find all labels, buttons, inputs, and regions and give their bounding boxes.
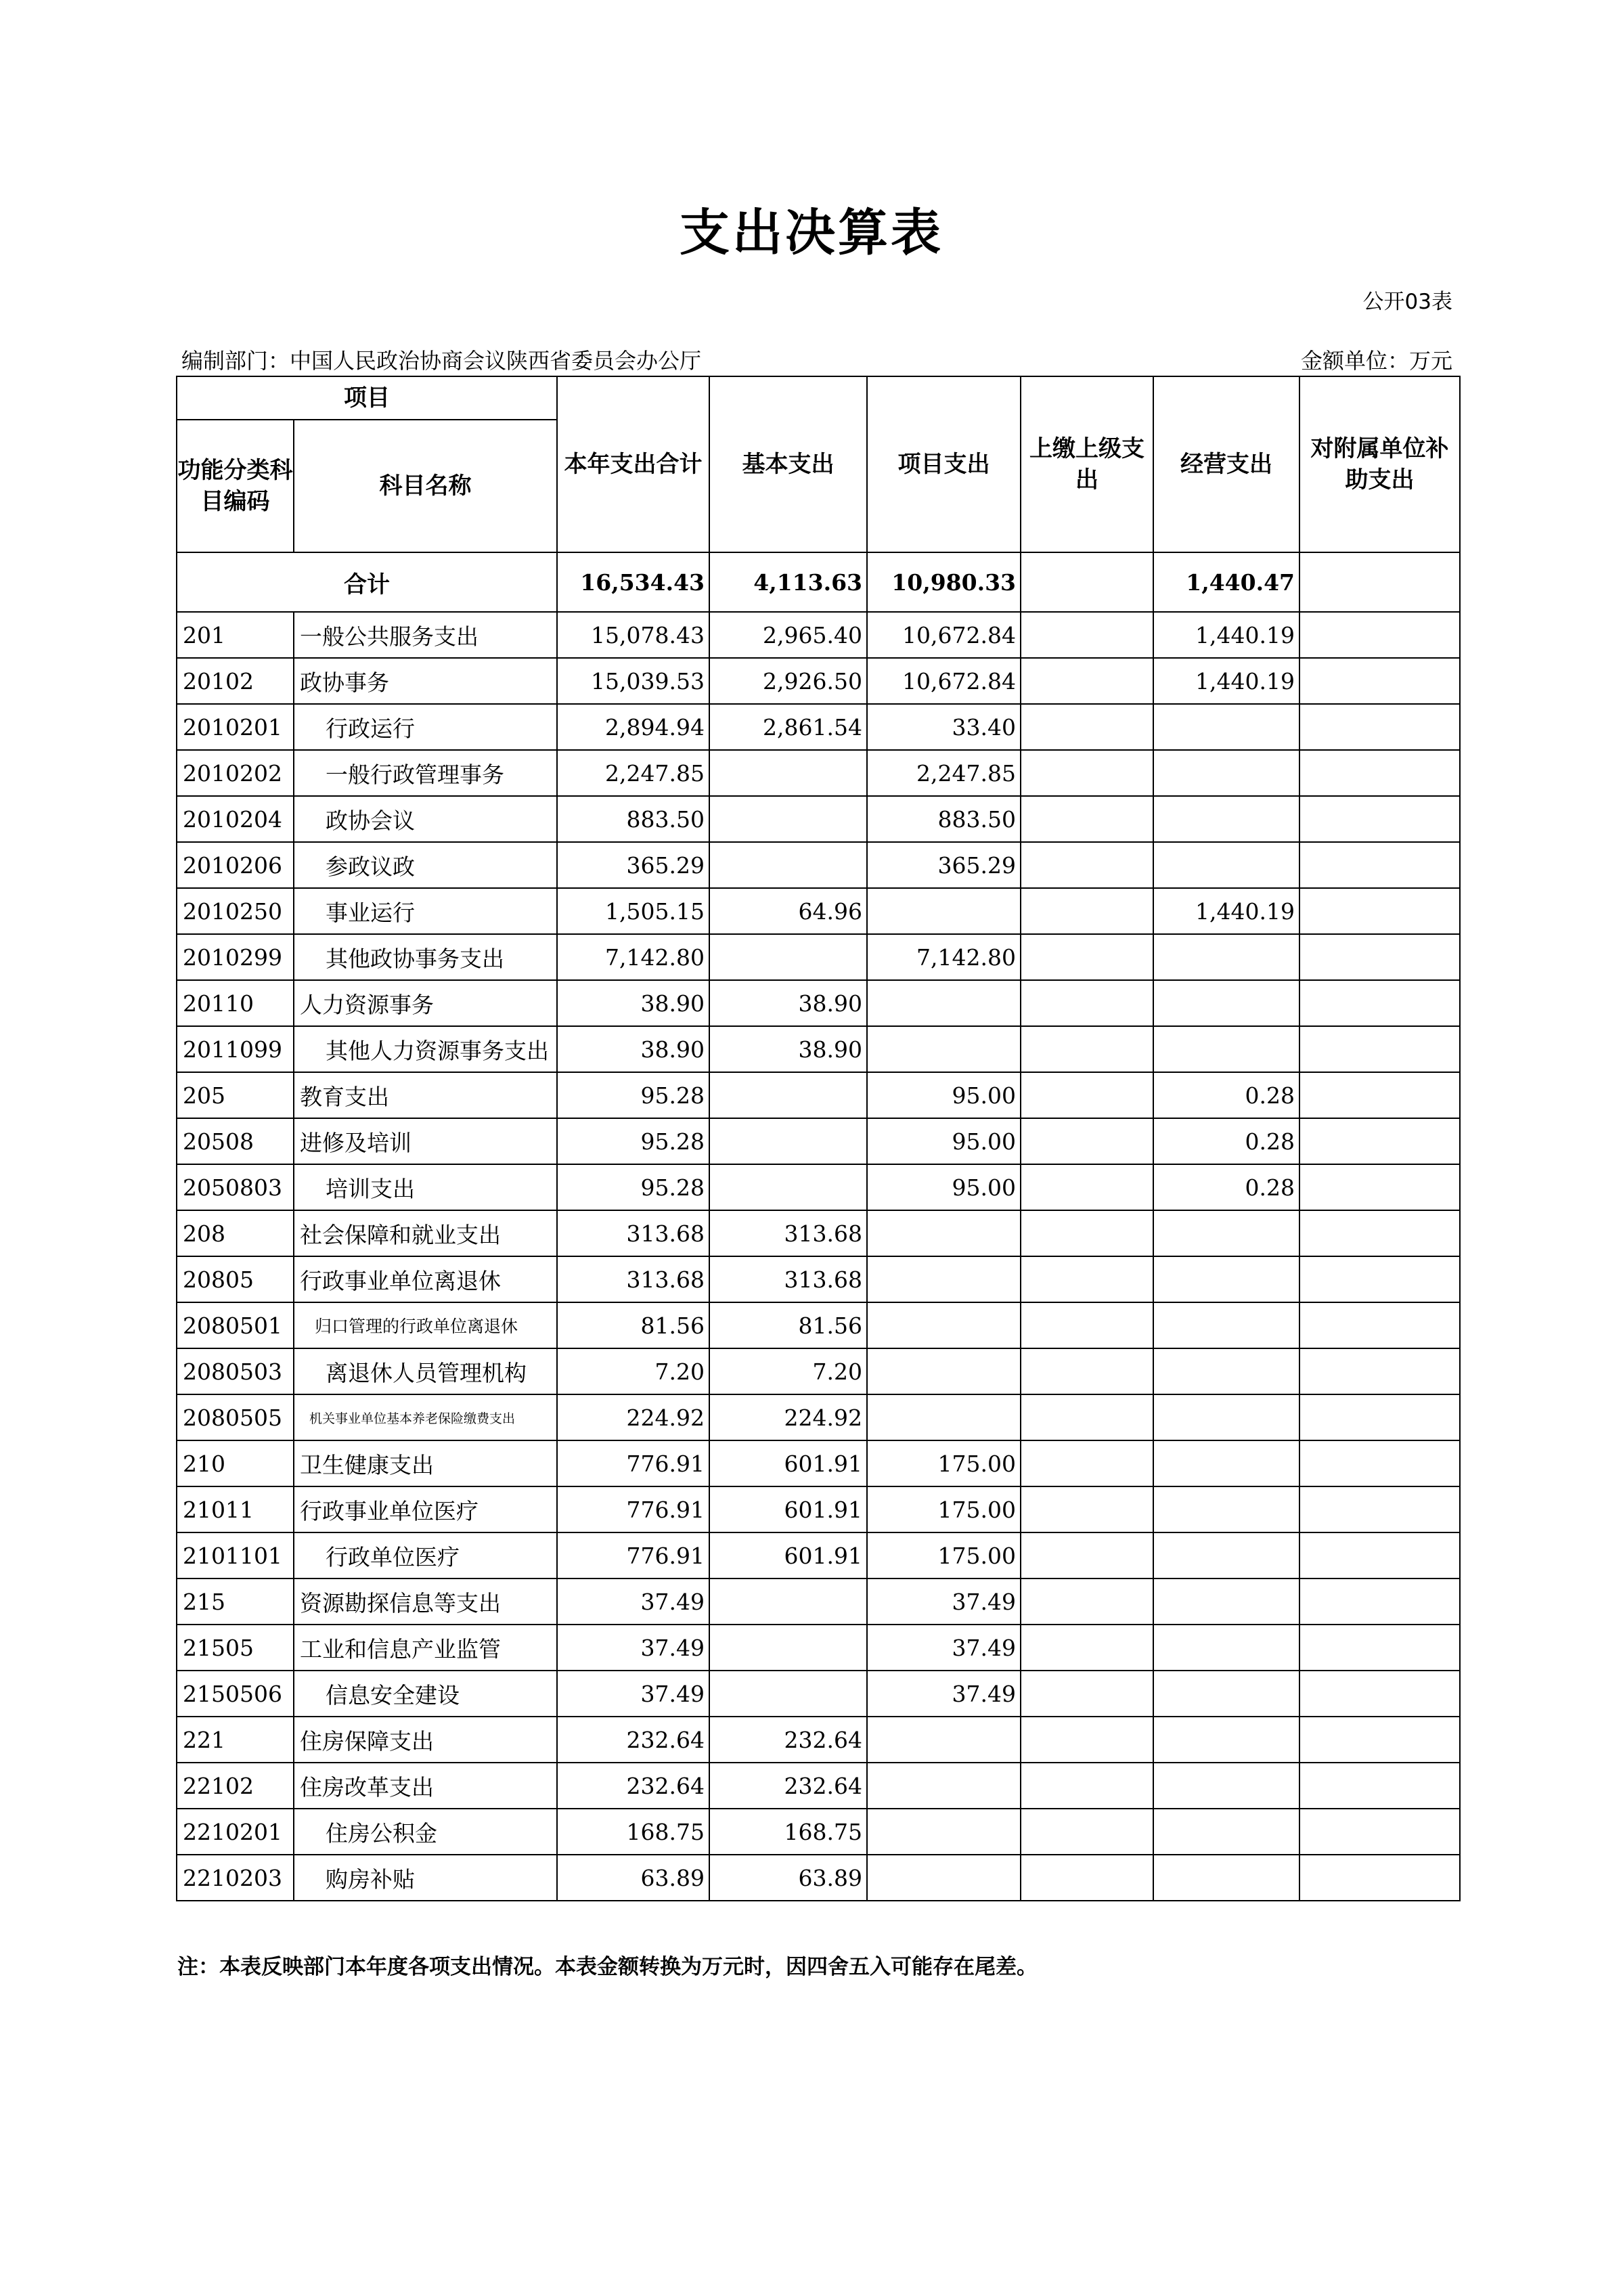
page-title: 支出决算表 [680,204,943,262]
project-cell: 175.00 [867,1440,1021,1486]
basic-cell: 2,861.54 [709,704,867,750]
subsidy-cell [1299,750,1460,796]
upper-cell [1021,1210,1153,1256]
project-cell [867,1809,1021,1855]
basic-cell: 64.96 [709,888,867,934]
expenditure-table [176,376,1461,1901]
subsidy-cell [1299,1302,1460,1348]
name-cell: 政协事务 [294,658,557,704]
operating-cell [1153,1440,1299,1486]
operating-cell [1153,1486,1299,1532]
basic-cell: 38.90 [709,980,867,1026]
total-cell: 883.50 [557,796,709,842]
header-name: 科目名称 [294,420,557,552]
code-cell: 2010202 [177,750,294,796]
operating-cell [1153,980,1299,1026]
upper-cell [1021,1164,1153,1210]
operating-cell [1153,1625,1299,1671]
code-cell: 20102 [177,658,294,704]
project-cell: 37.49 [867,1578,1021,1625]
code-cell: 20805 [177,1256,294,1302]
table-row [177,842,1460,888]
project-cell: 10,672.84 [867,612,1021,658]
total-cell: 313.68 [557,1210,709,1256]
project-cell: 10,980.33 [867,552,1021,612]
name-cell: 工业和信息产业监管 [294,1625,557,1671]
code-cell: 2080501 [177,1302,294,1348]
operating-cell [1153,1578,1299,1625]
table-row [177,1809,1460,1855]
name-cell: 离退休人员管理机构 [294,1348,557,1394]
name-cell: 机关事业单位基本养老保险缴费支出 [294,1394,557,1440]
subsidy-cell [1299,1026,1460,1072]
table-row [177,1486,1460,1532]
upper-cell [1021,1671,1153,1717]
table-row [177,1625,1460,1671]
operating-cell: 1,440.19 [1153,658,1299,704]
code-cell: 2010206 [177,842,294,888]
operating-cell: 0.28 [1153,1072,1299,1118]
project-cell: 95.00 [867,1118,1021,1164]
code-cell: 20508 [177,1118,294,1164]
code-cell: 2010201 [177,704,294,750]
subsidy-cell [1299,888,1460,934]
project-cell [867,1210,1021,1256]
subsidy-cell [1299,1072,1460,1118]
upper-cell [1021,552,1153,612]
operating-cell: 1,440.19 [1153,888,1299,934]
basic-cell: 168.75 [709,1809,867,1855]
upper-cell [1021,934,1153,980]
code-cell: 2011099 [177,1026,294,1072]
table-row [177,1026,1460,1072]
footnote: 注：本表反映部门本年度各项支出情况。本表金额转换为万元时，因四舍五入可能存在尾差。 [177,1955,1038,1979]
total-cell: 232.64 [557,1763,709,1809]
subsidy-cell [1299,552,1460,612]
basic-cell: 232.64 [709,1763,867,1809]
basic-cell [709,796,867,842]
basic-cell: 7.20 [709,1348,867,1394]
header-total: 本年支出合计 [557,376,709,552]
table-row [177,796,1460,842]
subsidy-cell [1299,842,1460,888]
total-cell: 313.68 [557,1256,709,1302]
subsidy-cell [1299,1256,1460,1302]
subsidy-cell [1299,1578,1460,1625]
project-cell: 883.50 [867,796,1021,842]
name-cell: 行政事业单位医疗 [294,1486,557,1532]
basic-cell: 232.64 [709,1717,867,1763]
code-cell: 201 [177,612,294,658]
basic-cell: 81.56 [709,1302,867,1348]
project-cell [867,1855,1021,1901]
header-item: 项目 [177,376,557,420]
total-cell: 7,142.80 [557,934,709,980]
name-cell: 资源勘探信息等支出 [294,1578,557,1625]
subsidy-cell [1299,1671,1460,1717]
upper-cell [1021,1302,1153,1348]
upper-cell [1021,704,1153,750]
code-cell: 21011 [177,1486,294,1532]
project-cell [867,888,1021,934]
total-cell: 232.64 [557,1717,709,1763]
unit-label: 金额单位：万元 [1300,348,1452,374]
upper-cell [1021,612,1153,658]
table-row [177,1763,1460,1809]
code-cell: 2150506 [177,1671,294,1717]
basic-cell: 224.92 [709,1394,867,1440]
name-cell: 住房公积金 [294,1809,557,1855]
operating-cell [1153,1671,1299,1717]
subsidy-cell [1299,658,1460,704]
name-cell: 教育支出 [294,1072,557,1118]
basic-cell [709,1164,867,1210]
name-cell: 其他政协事务支出 [294,934,557,980]
code-cell: 2010204 [177,796,294,842]
header-code: 功能分类科目编码 [177,420,294,552]
total-cell: 37.49 [557,1671,709,1717]
subsidy-cell [1299,1164,1460,1210]
code-cell: 2210203 [177,1855,294,1901]
name-cell: 购房补贴 [294,1855,557,1901]
subsidy-cell [1299,1763,1460,1809]
basic-cell: 4,113.63 [709,552,867,612]
basic-cell [709,842,867,888]
operating-cell [1153,1532,1299,1578]
upper-cell [1021,842,1153,888]
total-cell: 81.56 [557,1302,709,1348]
table-row [177,980,1460,1026]
name-cell: 住房保障支出 [294,1717,557,1763]
operating-cell [1153,704,1299,750]
header-basic: 基本支出 [709,376,867,552]
code-cell: 21505 [177,1625,294,1671]
code-cell: 2050803 [177,1164,294,1210]
subsidy-cell [1299,1440,1460,1486]
table-row [177,1302,1460,1348]
project-cell: 33.40 [867,704,1021,750]
name-cell: 行政单位医疗 [294,1532,557,1578]
table-row [177,704,1460,750]
upper-cell [1021,980,1153,1026]
form-number: 公开03表 [1362,290,1452,314]
total-row [177,552,1460,612]
project-cell: 365.29 [867,842,1021,888]
total-label: 合计 [177,552,557,612]
total-cell: 37.49 [557,1578,709,1625]
upper-cell [1021,1256,1153,1302]
table-row [177,1348,1460,1394]
basic-cell: 601.91 [709,1440,867,1486]
table-row [177,934,1460,980]
total-cell: 776.91 [557,1486,709,1532]
total-cell: 224.92 [557,1394,709,1440]
operating-cell [1153,1210,1299,1256]
project-cell: 37.49 [867,1625,1021,1671]
operating-cell [1153,1302,1299,1348]
project-cell: 95.00 [867,1164,1021,1210]
department-label: 编制部门：中国人民政治协商会议陕西省委员会办公厅 [181,348,702,374]
name-cell: 政协会议 [294,796,557,842]
name-cell: 行政事业单位离退休 [294,1256,557,1302]
name-cell: 住房改革支出 [294,1763,557,1809]
subsidy-cell [1299,934,1460,980]
table-row [177,658,1460,704]
basic-cell [709,1118,867,1164]
upper-cell [1021,1072,1153,1118]
total-cell: 776.91 [557,1532,709,1578]
operating-cell [1153,1717,1299,1763]
operating-cell [1153,750,1299,796]
total-cell: 2,247.85 [557,750,709,796]
total-cell: 95.28 [557,1072,709,1118]
name-cell: 人力资源事务 [294,980,557,1026]
table-row [177,1671,1460,1717]
header-project: 项目支出 [867,376,1021,552]
project-cell [867,1763,1021,1809]
header-operating: 经营支出 [1153,376,1299,552]
project-cell [867,1717,1021,1763]
name-cell: 一般行政管理事务 [294,750,557,796]
name-cell: 社会保障和就业支出 [294,1210,557,1256]
name-cell: 其他人力资源事务支出 [294,1026,557,1072]
project-cell: 7,142.80 [867,934,1021,980]
project-cell [867,1394,1021,1440]
operating-cell: 1,440.19 [1153,612,1299,658]
name-cell: 参政议政 [294,842,557,888]
name-cell: 进修及培训 [294,1118,557,1164]
table-row [177,1072,1460,1118]
upper-cell [1021,1348,1153,1394]
code-cell: 20110 [177,980,294,1026]
operating-cell: 0.28 [1153,1164,1299,1210]
code-cell: 2010299 [177,934,294,980]
name-cell: 一般公共服务支出 [294,612,557,658]
project-cell: 37.49 [867,1671,1021,1717]
code-cell: 2210201 [177,1809,294,1855]
basic-cell: 63.89 [709,1855,867,1901]
header-upper: 上缴上级支出 [1021,376,1153,552]
project-cell [867,1026,1021,1072]
subsidy-cell [1299,1348,1460,1394]
upper-cell [1021,796,1153,842]
project-cell: 175.00 [867,1532,1021,1578]
basic-cell [709,1671,867,1717]
basic-cell [709,1578,867,1625]
table-row [177,1394,1460,1440]
upper-cell [1021,1118,1153,1164]
upper-cell [1021,1486,1153,1532]
code-cell: 221 [177,1717,294,1763]
upper-cell [1021,888,1153,934]
project-cell [867,1302,1021,1348]
total-cell: 7.20 [557,1348,709,1394]
table-row [177,1717,1460,1763]
operating-cell [1153,934,1299,980]
code-cell: 22102 [177,1763,294,1809]
project-cell [867,980,1021,1026]
operating-cell [1153,842,1299,888]
total-cell: 38.90 [557,980,709,1026]
project-cell: 2,247.85 [867,750,1021,796]
name-cell: 事业运行 [294,888,557,934]
subsidy-cell [1299,1625,1460,1671]
operating-cell [1153,1855,1299,1901]
upper-cell [1021,1026,1153,1072]
code-cell: 2101101 [177,1532,294,1578]
basic-cell: 601.91 [709,1532,867,1578]
project-cell [867,1256,1021,1302]
table-row [177,1532,1460,1578]
upper-cell [1021,1625,1153,1671]
basic-cell: 2,965.40 [709,612,867,658]
total-cell: 37.49 [557,1625,709,1671]
code-cell: 215 [177,1578,294,1625]
subsidy-cell [1299,1532,1460,1578]
operating-cell [1153,1763,1299,1809]
upper-cell [1021,1578,1153,1625]
table-row [177,1855,1460,1901]
subsidy-cell [1299,796,1460,842]
code-cell: 2010250 [177,888,294,934]
table-row [177,1210,1460,1256]
subsidy-cell [1299,1809,1460,1855]
basic-cell: 313.68 [709,1210,867,1256]
basic-cell: 601.91 [709,1486,867,1532]
total-cell: 15,078.43 [557,612,709,658]
basic-cell: 38.90 [709,1026,867,1072]
table-row [177,612,1460,658]
operating-cell [1153,1026,1299,1072]
upper-cell [1021,1717,1153,1763]
upper-cell [1021,1763,1153,1809]
total-cell: 15,039.53 [557,658,709,704]
subsidy-cell [1299,704,1460,750]
operating-cell [1153,1256,1299,1302]
project-cell: 95.00 [867,1072,1021,1118]
operating-cell [1153,1348,1299,1394]
total-cell: 16,534.43 [557,552,709,612]
operating-cell: 1,440.47 [1153,552,1299,612]
subsidy-cell [1299,1717,1460,1763]
subsidy-cell [1299,1855,1460,1901]
total-cell: 63.89 [557,1855,709,1901]
subsidy-cell [1299,612,1460,658]
table-row [177,1578,1460,1625]
name-cell: 信息安全建设 [294,1671,557,1717]
upper-cell [1021,1855,1153,1901]
project-cell: 175.00 [867,1486,1021,1532]
subsidy-cell [1299,1394,1460,1440]
upper-cell [1021,1440,1153,1486]
basic-cell [709,1625,867,1671]
table-row [177,1256,1460,1302]
operating-cell: 0.28 [1153,1118,1299,1164]
subsidy-cell [1299,980,1460,1026]
header-subsidy: 对附属单位补助支出 [1299,376,1460,552]
upper-cell [1021,750,1153,796]
code-cell: 205 [177,1072,294,1118]
upper-cell [1021,1394,1153,1440]
basic-cell [709,934,867,980]
operating-cell [1153,796,1299,842]
upper-cell [1021,1809,1153,1855]
total-cell: 95.28 [557,1164,709,1210]
table-row [177,1164,1460,1210]
code-cell: 2080503 [177,1348,294,1394]
total-cell: 2,894.94 [557,704,709,750]
total-cell: 95.28 [557,1118,709,1164]
name-cell: 培训支出 [294,1164,557,1210]
operating-cell [1153,1394,1299,1440]
operating-cell [1153,1809,1299,1855]
total-cell: 168.75 [557,1809,709,1855]
name-cell: 归口管理的行政单位离退休 [294,1302,557,1348]
project-cell [867,1348,1021,1394]
total-cell: 38.90 [557,1026,709,1072]
table-row [177,1118,1460,1164]
basic-cell: 313.68 [709,1256,867,1302]
project-cell: 10,672.84 [867,658,1021,704]
basic-cell [709,750,867,796]
subsidy-cell [1299,1118,1460,1164]
subsidy-cell [1299,1486,1460,1532]
upper-cell [1021,658,1153,704]
total-cell: 1,505.15 [557,888,709,934]
name-cell: 卫生健康支出 [294,1440,557,1486]
name-cell: 行政运行 [294,704,557,750]
basic-cell: 2,926.50 [709,658,867,704]
subsidy-cell [1299,1210,1460,1256]
total-cell: 776.91 [557,1440,709,1486]
code-cell: 210 [177,1440,294,1486]
code-cell: 208 [177,1210,294,1256]
table-row [177,888,1460,934]
table-row [177,750,1460,796]
upper-cell [1021,1532,1153,1578]
table-row [177,1440,1460,1486]
code-cell: 2080505 [177,1394,294,1440]
basic-cell [709,1072,867,1118]
total-cell: 365.29 [557,842,709,888]
